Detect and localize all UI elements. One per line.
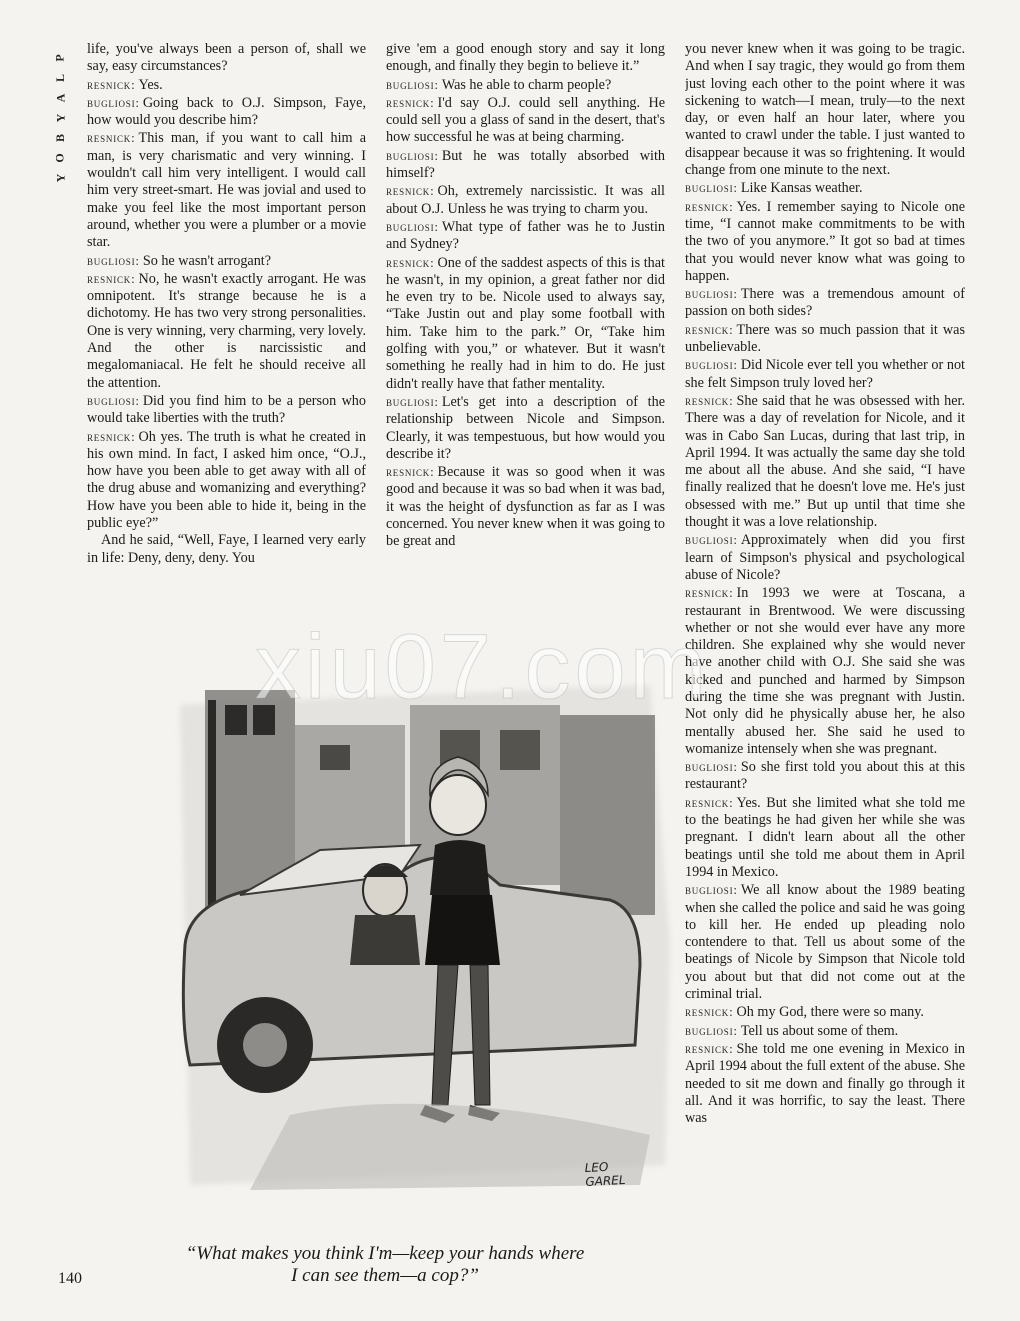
dialogue-paragraph: [386, 254, 665, 393]
paragraph-text: Because it was so good when it was good and because it was so bad when it was bad, it was the height of dysfunction as far as I was concerned. You never knew when it was going to be great and: [386, 464, 665, 550]
dialogue-paragraph: [685, 1003, 965, 1021]
speaker-label: bugliosi:: [685, 180, 738, 196]
speaker-label: bugliosi:: [87, 252, 140, 268]
speaker-label: resnick:: [685, 392, 734, 408]
signature-line-1: LEO: [584, 1159, 609, 1176]
paragraph-text: What type of father was he to Justin and Sydney?: [386, 218, 665, 253]
speaker-label: resnick:: [685, 1004, 734, 1020]
speaker-label: bugliosi:: [685, 357, 738, 373]
paragraph-text: Yes. I remember saying to Nicole one time, “I cannot make commitments to be with the two of you anymore.” It got so bad at times that you would never know what was going to happen.: [685, 198, 965, 284]
cartoonist-signature: [584, 1159, 626, 1189]
cartoon-illustration: [170, 645, 675, 1205]
dialogue-paragraph: [386, 393, 665, 463]
speaker-label: resnick:: [386, 464, 435, 480]
dialogue-paragraph: [685, 41, 965, 179]
side-label-letter: L: [52, 73, 67, 83]
text-column-1: [87, 41, 366, 631]
dialogue-paragraph: [685, 179, 965, 197]
dialogue-paragraph: [386, 218, 665, 254]
dialogue-paragraph: [685, 584, 965, 758]
dialogue-paragraph: [87, 428, 366, 533]
paragraph-text: Approximately when did you first learn of Simpson's physical and psychological abuse of Nicole?: [685, 532, 965, 583]
paragraph-text: But he was totally absorbed with himself?: [386, 147, 665, 182]
text-column-3: [685, 41, 965, 1321]
paragraph-text: Oh my God, there were so many.: [736, 1004, 924, 1021]
paragraph-text: Let's get into a description of the relationship between Nicole and Simpson. Clearly, it was tempestuous, but how would you describe it?: [386, 393, 665, 462]
dialogue-paragraph: [386, 147, 665, 183]
page-number: 140: [58, 1270, 82, 1287]
speaker-label: resnick:: [87, 130, 136, 146]
dialogue-paragraph: [386, 76, 665, 94]
paragraph-text: In 1993 we were at Toscana, a restaurant in Brentwood. We were discussing whether or not she would ever have any more children. She explained why she would never have another child with O.J. She said she was kicked and punched and harmed by Simpson during the time she was pregnant with Justin. Not only did he physically abuse her, he also mentally abused her. She said he used to womanize intensely when she was pregnant.: [685, 585, 965, 757]
cartoon-drawing: [170, 645, 675, 1205]
paragraph-text: Going back to O.J. Simpson, Faye, how would you describe him?: [87, 94, 366, 129]
dialogue-paragraph: [386, 41, 665, 76]
speaker-label: resnick:: [685, 198, 734, 214]
dialogue-paragraph: [386, 182, 665, 218]
paragraph-text: life, you've always been a person of, shall we say, easy circumstances?: [87, 41, 366, 75]
speaker-label: bugliosi:: [386, 147, 439, 163]
signature-line-2: GAREL: [585, 1172, 626, 1190]
paragraph-text: She told me one evening in Mexico in April 1994 about the full extent of the abuse. She needed to sit me down and finally go through it all. And it was horrific, to say the least. There was: [685, 1040, 965, 1127]
caption-line-2: I can see them—a cop?”: [291, 1265, 479, 1286]
dialogue-paragraph: [87, 532, 366, 567]
dialogue-paragraph: [685, 758, 965, 794]
paragraph-text: No, he wasn't exactly arrogant. He was omnipotent. It's strange because he is a dichotomy. He has two very strong personalities. One is very winning, very charming, very lovely. And the other is narcissistic and megalomaniacal. He felt he should receive all the attention.: [87, 270, 366, 391]
paragraph-text: And he said, “Well, Faye, I learned very early in life: Deny, deny, deny. You: [87, 532, 366, 566]
side-label-letter: B: [52, 133, 67, 143]
caption-line-1: “What makes you think I'm—keep your hands where: [185, 1243, 585, 1264]
paragraph-text: This man, if you want to call him a man, is very charismatic and very winning. I wouldn't call him very intelligent. I would call him very street-smart. He was jovial and used to make you feel like the most important person around, whether you were a plumber or a movie star.: [87, 130, 366, 251]
dialogue-paragraph: [685, 285, 965, 321]
paragraph-text: One of the saddest aspects of this is that he wasn't, in my opinion, a great father nor did he even try to be. Nicole used to always say, “Take Justin out and play some football with him. Take him to the park.” Or, “Take him golfing with you,” or whatever. But it wasn't something he really had in him to do. He just didn't really have that father mentality.: [386, 254, 665, 392]
dialogue-paragraph: [87, 252, 366, 270]
dialogue-paragraph: [87, 41, 366, 76]
dialogue-paragraph: [685, 881, 965, 1003]
paragraph-text: There was a tremendous amount of passion on both sides?: [685, 286, 965, 320]
paragraph-text: Oh, extremely narcissistic. It was all about O.J. Unless he was trying to charm you.: [386, 183, 665, 217]
watermark: xiu07.com: [255, 616, 711, 718]
paragraph-text: give 'em a good enough story and say it long enough, and finally they begin to believe it.”: [386, 41, 665, 75]
paragraph-text: you never knew when it was going to be tragic. And when I say tragic, they would go from them just loving each other to the point where it was sickening to watch—I mean, truly—to the next day, or even half an hour later, where you wanted to crawl under the table. I just wanted to disappear because it was so frightening. It would change from one minute to the next.: [685, 41, 965, 179]
magazine-side-label: [52, 48, 68, 188]
speaker-label: bugliosi:: [87, 392, 140, 408]
paragraph-text: There was so much passion that it was unbelievable.: [685, 321, 965, 356]
speaker-label: bugliosi:: [386, 393, 439, 409]
text-column-2: [386, 41, 665, 631]
speaker-label: bugliosi:: [685, 759, 738, 775]
dialogue-paragraph: [685, 198, 965, 285]
side-label-letter: P: [53, 54, 67, 62]
dialogue-paragraph: [685, 356, 965, 392]
speaker-label: bugliosi:: [685, 286, 738, 302]
paragraph-text: Tell us about some of them.: [740, 1022, 899, 1039]
speaker-label: resnick:: [685, 321, 734, 337]
paragraph-text: I'd say O.J. could sell anything. He could sell you a glass of sand in the desert, that's how successful he was at being charming.: [386, 94, 665, 146]
cartoon-caption: [140, 1243, 630, 1287]
paragraph-text: So he wasn't arrogant?: [142, 252, 272, 269]
side-label-letter: A: [52, 93, 67, 103]
paragraph-text: We all know about the 1989 beating when she called the police and said he was going to kill her. He ended up pleading nolo contendere to that. Tell us about some of the beatings of Nicole by Simpson that Nicole told you about but that did not come out at the criminal trial.: [685, 882, 965, 1003]
dialogue-paragraph: [87, 76, 366, 94]
speaker-label: bugliosi:: [87, 94, 140, 110]
dialogue-paragraph: [87, 392, 366, 428]
speaker-label: resnick:: [685, 1040, 734, 1056]
paragraph-text: Yes. But she limited what she told me to the beatings he had given her while she was pregnant. I didn't learn about all the other beatings until she told me about them in April 1994 in Mexico.: [685, 794, 965, 880]
speaker-label: resnick:: [386, 94, 435, 110]
speaker-label: bugliosi:: [685, 1022, 738, 1038]
speaker-label: resnick:: [386, 254, 435, 270]
paragraph-text: Like Kansas weather.: [740, 180, 863, 197]
speaker-label: bugliosi:: [685, 532, 738, 548]
speaker-label: resnick:: [685, 585, 734, 601]
dialogue-paragraph: [685, 531, 965, 584]
dialogue-paragraph: [685, 392, 965, 531]
dialogue-paragraph: [685, 1022, 965, 1040]
dialogue-paragraph: [386, 94, 665, 147]
dialogue-paragraph: [685, 1040, 965, 1127]
speaker-label: resnick:: [685, 794, 734, 810]
speaker-label: resnick:: [87, 76, 136, 92]
side-label-letter: Y: [52, 113, 67, 123]
paragraph-text: Did Nicole ever tell you whether or not she felt Simpson truly loved her?: [685, 357, 965, 391]
speaker-label: bugliosi:: [685, 882, 738, 898]
dialogue-paragraph: [87, 94, 366, 130]
paragraph-text: Yes.: [138, 76, 163, 93]
dialogue-paragraph: [685, 321, 965, 357]
speaker-label: resnick:: [87, 270, 136, 286]
side-label-letter: Y: [52, 173, 67, 183]
dialogue-paragraph: [386, 463, 665, 550]
paragraph-text: So she first told you about this at this restaurant?: [685, 759, 965, 793]
paragraph-text: Did you find him to be a person who would take liberties with the truth?: [87, 392, 366, 427]
side-label-letter: O: [53, 153, 67, 163]
paragraph-text: She said that he was obsessed with her. There was a day of revelation for Nicole, and it was in Cabo San Lucas, during that last trip, in April 1994. It was actually the same day she told me about all the abuse. And she said, “I have finally realized that he doesn't love me. He's just obsessed with me.” But up until that time she thought it was a love relationship.: [685, 392, 965, 531]
dialogue-paragraph: [87, 270, 366, 392]
paragraph-text: Oh yes. The truth is what he created in his own mind. In fact, I asked him once, “O.J., how have you been able to get away with all of the drug abuse and womanizing and everything? How have you been able to hide it, being in the public eye?”: [87, 428, 366, 532]
speaker-label: bugliosi:: [386, 76, 439, 92]
dialogue-paragraph: [87, 129, 366, 251]
speaker-label: bugliosi:: [386, 218, 439, 234]
speaker-label: resnick:: [386, 183, 435, 199]
paragraph-text: Was he able to charm people?: [441, 76, 612, 93]
dialogue-paragraph: [685, 794, 965, 881]
speaker-label: resnick:: [87, 428, 136, 444]
